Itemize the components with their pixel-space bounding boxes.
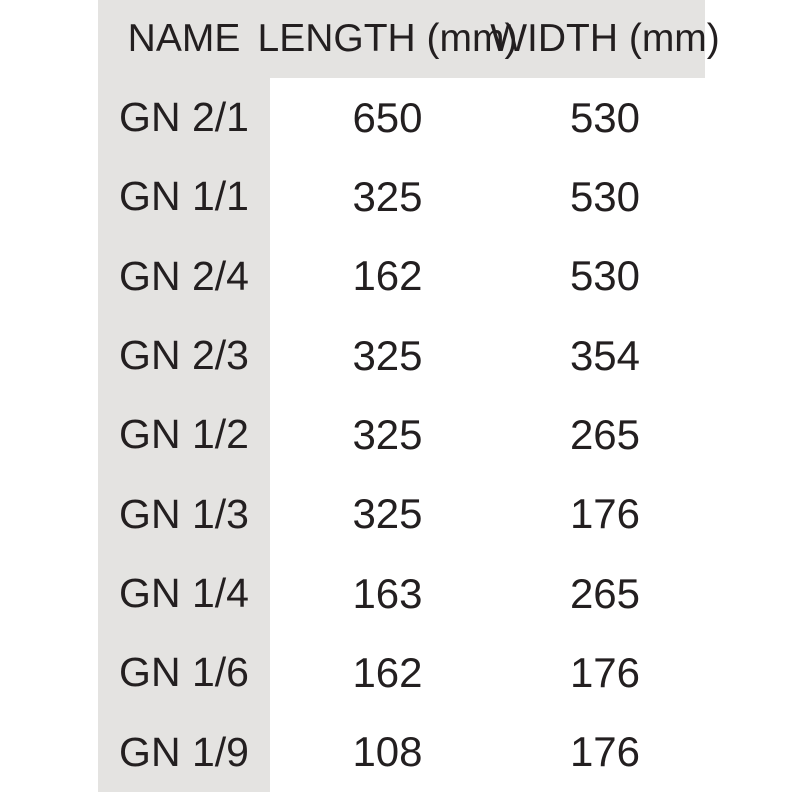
length-value: 650 xyxy=(352,93,423,141)
row-label: GN 1/1 xyxy=(119,173,249,220)
length-value: 325 xyxy=(352,490,423,538)
row-label: GN 2/1 xyxy=(119,94,249,141)
length-value: 325 xyxy=(352,172,423,220)
column-header-length: LENGTH (mm) xyxy=(257,17,518,60)
row-label: GN 2/4 xyxy=(119,252,249,299)
width-value: 354 xyxy=(569,331,641,379)
width-value: 530 xyxy=(569,252,641,300)
column-header-width: WIDTH (mm) xyxy=(490,17,720,60)
row-label: GN 1/4 xyxy=(119,570,249,617)
width-value: 530 xyxy=(569,172,641,220)
row-label: GN 1/9 xyxy=(119,728,249,775)
length-value: 162 xyxy=(352,252,423,300)
length-value: 162 xyxy=(352,648,423,696)
length-value: 108 xyxy=(352,728,423,776)
size-table xyxy=(98,0,720,792)
width-value: 265 xyxy=(569,410,641,458)
width-value: 265 xyxy=(569,569,641,617)
row-label: GN 2/3 xyxy=(119,332,249,379)
column-header-name: NAME xyxy=(127,17,241,60)
width-value: 176 xyxy=(569,490,641,538)
length-value: 325 xyxy=(352,331,423,379)
length-value: 163 xyxy=(352,569,423,617)
width-value: 530 xyxy=(569,93,641,141)
width-value: 176 xyxy=(569,728,641,776)
width-value: 176 xyxy=(569,648,641,696)
length-value: 325 xyxy=(352,410,423,458)
row-label: GN 1/2 xyxy=(119,411,249,458)
row-label: GN 1/6 xyxy=(119,649,249,696)
row-label: GN 1/3 xyxy=(119,490,249,537)
